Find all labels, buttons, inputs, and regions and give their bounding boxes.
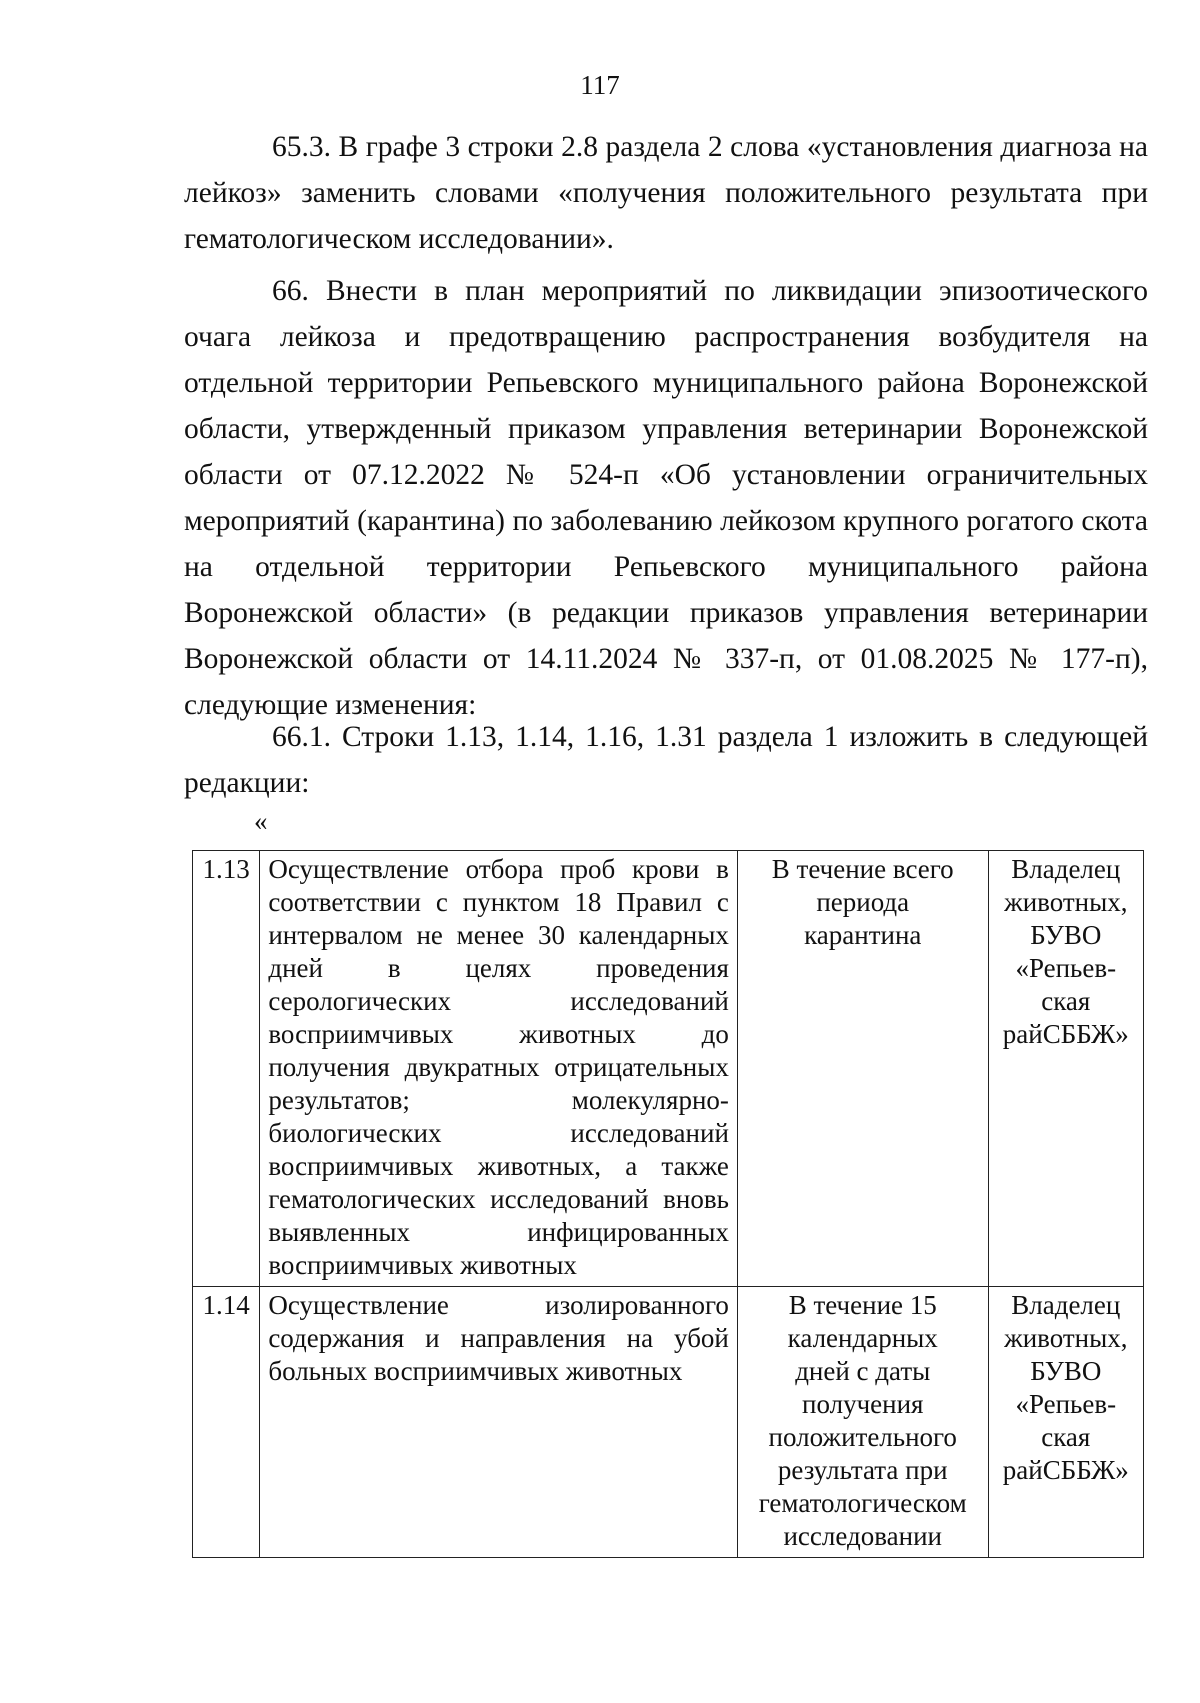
term-line: результата при [777, 1455, 948, 1485]
term-line: периода [816, 887, 910, 917]
term-line: В течение всего [771, 854, 954, 884]
term-line: гематологическом [758, 1488, 967, 1518]
paragraph-65-3: 65.3. В графе 3 строки 2.8 раздела 2 слова «установления диагноза на лейкоз» заменить словами «получения положительного результата при гематологическом исследовании». [184, 131, 1148, 255]
term-line: получения [802, 1389, 924, 1419]
row-responsible [988, 851, 1143, 1287]
row-term [737, 851, 988, 1287]
term-line: В течение 15 [788, 1290, 937, 1320]
responsible-line: БУВО [1030, 920, 1102, 950]
page-number: 117 [580, 70, 620, 100]
row-responsible [988, 1287, 1143, 1558]
responsible-line: Владелец [1011, 1290, 1121, 1320]
term-line: карантина [804, 920, 922, 950]
row-number: 1.13 [193, 851, 260, 1287]
responsible-line: райСББЖ» [1002, 1019, 1129, 1049]
term-line: календарных [787, 1323, 938, 1353]
responsible-line: ская [1041, 986, 1091, 1016]
responsible-line: «Репьев- [1015, 953, 1117, 983]
table-row [193, 1287, 1144, 1558]
responsible-line: Владелец [1011, 854, 1121, 884]
row-term [737, 1287, 988, 1558]
responsible-line: «Репьев- [1015, 1389, 1117, 1419]
term-line: исследовании [783, 1521, 942, 1551]
table-row [193, 851, 1144, 1287]
term-line: дней с даты [795, 1356, 931, 1386]
opening-quote-mark: « [254, 806, 268, 836]
responsible-line: ская [1041, 1422, 1091, 1452]
responsible-line: райСББЖ» [1002, 1455, 1129, 1485]
responsible-line: животных, [1004, 887, 1128, 917]
responsible-line: животных, [1004, 1323, 1128, 1353]
row-description: Осуществление изолированного содержания и направления на убой больных восприимчивых животных [260, 1287, 738, 1558]
paragraph-66-1: 66.1. Строки 1.13, 1.14, 1.16, 1.31 раздела 1 изложить в следующей редакции: [184, 721, 1148, 799]
responsible-line: БУВО [1030, 1356, 1102, 1386]
paragraph-66: 66. Внести в план мероприятий по ликвидации эпизоотического очага лейкоза и предотвращению распространения возбудителя на отдельной территории Репьевского муниципального района Воронежской области, утвержденный приказом управления ветеринарии Воронежской области от 07.12.2022 № 524-п «Об установлении ограничительных мероприятий (карантина) по заболеванию лейкозом крупного рогатого скота на отдельной территории Репьевского муниципального района Воронежской области» (в редакции приказов управления ветеринарии Воронежской области от 14.11.2024 № 337-п, от 01.08.2025 № 177-п), следующие изменения: [184, 275, 1148, 721]
term-line: положительного [768, 1422, 957, 1452]
amendment-table [192, 850, 1144, 1558]
row-description: Осуществление отбора проб крови в соответствии с пунктом 18 Правил с интервалом не менее 30 календарных дней в целях проведения серологических исследований восприимчивых животных до получения двукратных отрицательных результатов; молекулярно-биологических исследований восприимчивых животных, а также гематологических исследований вновь выявленных инфицированных восприимчивых животных [260, 851, 738, 1287]
row-number: 1.14 [193, 1287, 260, 1558]
